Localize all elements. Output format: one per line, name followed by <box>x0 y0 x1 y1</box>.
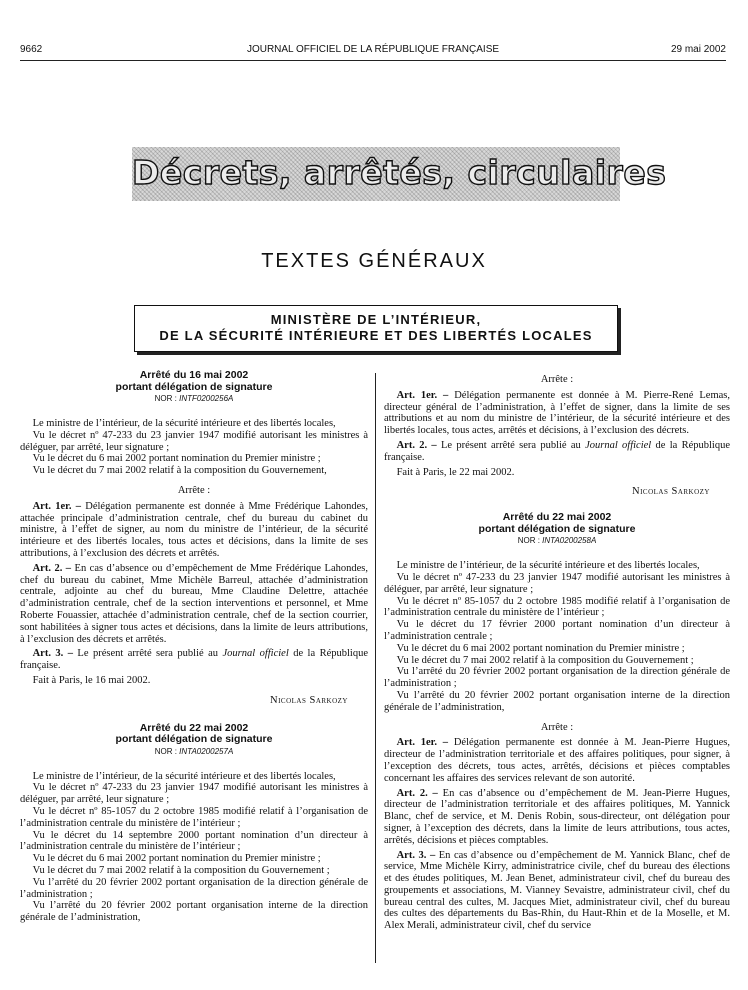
decree-heading-date: Arrêté du 22 mai 2002 <box>139 721 249 734</box>
article-text: En cas d’absence ou d’empêchement de M. Jean-Pierre Hugues, directeur de l’administration territoriale et des affaires politiques, M. Yannick Blanc, chef de service, et M. Denis Robin, sous-directeur, ont délégation pour signer, à l’exception des décrets, dans la limite de leurs attributions, tous actes, arrêtés, décisions et pièces comptables. <box>384 787 730 846</box>
article-2 <box>384 788 730 847</box>
paragraph: Vu le décret nº 47-233 du 23 janvier 1947 modifié autorisant les ministres à déléguer, par arrêté, leur signature ; <box>20 429 368 453</box>
arrete-label: Arrête : <box>540 374 574 385</box>
decree-heading-subject: portant délégation de signature <box>115 733 273 746</box>
article-number: Art. 2. – <box>32 562 72 574</box>
paragraph: Le ministre de l’intérieur, de la sécurité intérieure et des libertés locales, <box>32 770 336 782</box>
decree-heading-subject: portant délégation de signature <box>478 522 636 535</box>
done-at-line: Fait à Paris, le 16 mai 2002. <box>32 674 151 686</box>
article-text: Délégation permanente est donnée à M. Pierre-René Lemas, directeur général de l’administration, à l’effet de signer, dans la limite de ses attributions et au nom du ministre de l’intérieur, de la sécurité intérieure et des libertés locales, tous actes, arrêtés et décisions, à l’exclusion des décrets. <box>384 389 730 437</box>
article-number: Art. 1er. – <box>396 737 449 749</box>
arrete-label: Arrête : <box>177 484 211 496</box>
paragraph: Vu le décret nº 85-1057 du 2 octobre 1985 modifié relatif à l’organisation de l’administration centrale du ministère de l’intérieur ; <box>384 595 730 619</box>
paragraph: Vu le décret du 6 mai 2002 portant nomination du Premier ministre ; <box>396 642 685 654</box>
article-2: Art. 2. – Le présent arrêté sera publié au Journal officiel de la République française. <box>384 439 730 463</box>
journal-reference: Journal officiel <box>222 648 289 660</box>
issue-date: 29 mai 2002 <box>670 44 726 55</box>
left-column <box>20 370 368 924</box>
paragraph: Vu le décret du 6 mai 2002 portant nomination du Premier ministre ; <box>32 453 321 465</box>
nor-code: INTA0200258A <box>542 536 597 546</box>
article-number: Art. 3. – <box>396 849 436 861</box>
nor-reference: NOR : INTF0200256A <box>154 394 234 403</box>
article-text: Délégation permanente est donnée à M. Jean-Pierre Hugues, directeur de l’administration territoriale et des affaires politiques, pour signer, à l’exception des décrets, tous actes, arrêtés, décisions et pièces comptables concernant les affaires des services relevant de son autorité. <box>384 737 730 784</box>
signature: Nicolas Sarkozy <box>270 694 348 706</box>
article-text: En cas d’absence ou d’empêchement de M. Yannick Blanc, chef de service, Mme Michèle Kirry, administratrice civile, chef du bureau des élections et des études politiques, M. Jean Benet, administrateur civil, chef du bureau des groupements et associations, M. Vianney Sevaistre, administrateur civil, chef du bureau central des cultes, M. Jacques Miet, administrateur civil, chef du bureau des cultes des départements du Bas-Rhin, du Haut-Rhin et de la Moselle, et M. Alex Merali, administrateur civil, chef du service <box>384 849 730 932</box>
paragraph: Vu le décret du 6 mai 2002 portant nomination du Premier ministre ; <box>32 853 321 865</box>
decree-heading-date: Arrêté du 22 mai 2002 <box>502 511 612 524</box>
article-3 <box>384 850 730 933</box>
ministry-heading-box <box>134 305 618 352</box>
paragraph: Vu l’arrêté du 20 février 2002 portant organisation de la direction générale de l’administration ; <box>384 666 730 690</box>
nor-code: INTF0200256A <box>179 394 234 403</box>
right-column <box>384 370 730 932</box>
column-divider <box>375 373 376 963</box>
banner-title: Décrets, arrêtés, circulaires <box>132 153 667 192</box>
paragraph: Vu l’arrêté du 20 février 2002 portant organisation interne de la direction générale de l’administration, <box>384 689 730 713</box>
paragraph: Vu le décret du 7 mai 2002 relatif à la composition du Gouvernement ; <box>396 654 694 666</box>
article-number: Art. 1er. – <box>396 389 449 401</box>
page-header <box>20 44 726 58</box>
paragraph: Vu le décret du 7 mai 2002 relatif à la composition du Gouvernement ; <box>32 864 330 876</box>
article-number: Art. 2. – <box>396 787 438 799</box>
arrete-label: Arrête : <box>540 721 574 733</box>
article-number: Art. 2. – <box>396 439 437 451</box>
nor-reference: NOR : INTA0200257A <box>154 746 234 756</box>
paragraph: Le ministre de l’intérieur, de la sécurité intérieure et des libertés locales, <box>396 560 700 572</box>
paragraph: Vu le décret du 7 mai 2002 relatif à la composition du Gouvernement, <box>32 465 327 477</box>
nor-code: INTA0200257A <box>179 746 234 756</box>
paragraph: Vu le décret du 14 septembre 2000 portant nomination d’un directeur à l’administration centrale du ministère de l’intérieur ; <box>20 829 368 853</box>
article-1 <box>384 390 730 437</box>
decree-heading-date: Arrêté du 16 mai 2002 <box>139 369 249 381</box>
article-number: Art. 3. – <box>32 648 73 660</box>
article-1 <box>384 737 730 784</box>
paragraph: Vu l’arrêté du 20 février 2002 portant organisation interne de la direction générale de l’administration, <box>20 900 368 924</box>
article-text: En cas d’absence ou d’empêchement de Mme Frédérique Lahondes, chef du bureau du cabinet, Mme Michèle Barreul, attachée d’administration centrale, adjointe au chef du bureau, Mme Claudine Delettre, attachée d’administration centrale, chef de la section interventions et personnel, et Mme Roberte Fouassier, attachée d’administration centrale, chef de la section courrier, sont habilitées à signer tous actes et décisions, dans la limite de leurs attributions, à l’exclusion des décrets et arrêtés. <box>20 562 368 645</box>
ministry-title-line1: MINISTÈRE DE L’INTÉRIEUR, <box>270 312 482 327</box>
article-number: Art. 1er. – <box>32 500 81 512</box>
journal-reference: Journal officiel <box>585 439 652 451</box>
ministry-title-line2: DE LA SÉCURITÉ INTÉRIEURE ET DES LIBERTÉS LOCALES <box>159 328 593 343</box>
signature: Nicolas Sarkozy <box>632 486 710 498</box>
journal-title: JOURNAL OFFICIEL DE LA RÉPUBLIQUE FRANÇAISE <box>246 44 500 55</box>
article-3: Art. 3. – Le présent arrêté sera publié au Journal officiel de la République française. <box>20 648 368 672</box>
paragraph: Vu le décret nº 47-233 du 23 janvier 1947 modifié autorisant les ministres à déléguer, par arrêté, leur signature ; <box>20 782 368 806</box>
section-title: TEXTES GÉNÉRAUX <box>261 250 487 272</box>
nor-reference: NOR : INTA0200258A <box>517 536 597 546</box>
article-1 <box>20 501 368 560</box>
done-at-line: Fait à Paris, le 22 mai 2002. <box>396 466 515 478</box>
paragraph: Vu l’arrêté du 20 février 2002 portant organisation de la direction générale de l’administration ; <box>20 876 368 900</box>
header-divider <box>20 60 726 61</box>
section-banner <box>132 147 667 201</box>
page-number: 9662 <box>20 44 43 55</box>
decree-heading-subject: portant délégation de signature <box>115 380 273 393</box>
paragraph: Vu le décret nº 85-1057 du 2 octobre 1985 modifié relatif à l’organisation de l’administration centrale du ministère de l’intérieur ; <box>20 805 368 829</box>
paragraph: Vu le décret nº 47-233 du 23 janvier 1947 modifié autorisant les ministres à déléguer, par arrêté, leur signature ; <box>384 571 730 595</box>
article-2 <box>20 563 368 646</box>
paragraph: Le ministre de l’intérieur, de la sécurité intérieure et des libertés locales, <box>32 418 336 429</box>
paragraph: Vu le décret du 17 février 2000 portant nomination d’un directeur à l’administration centrale ; <box>384 619 730 642</box>
article-text: Délégation permanente est donnée à Mme Frédérique Lahondes, attachée principale d’administration centrale, chef du bureau du cabinet du ministre, à l’effet de signer, au nom du ministre de l’intérieur, de la sécurité intérieure et des libertés locales, tous actes et décisions, dans la limite de ses attributions, à l’exclusion des décrets et arrêtés. <box>20 500 368 559</box>
